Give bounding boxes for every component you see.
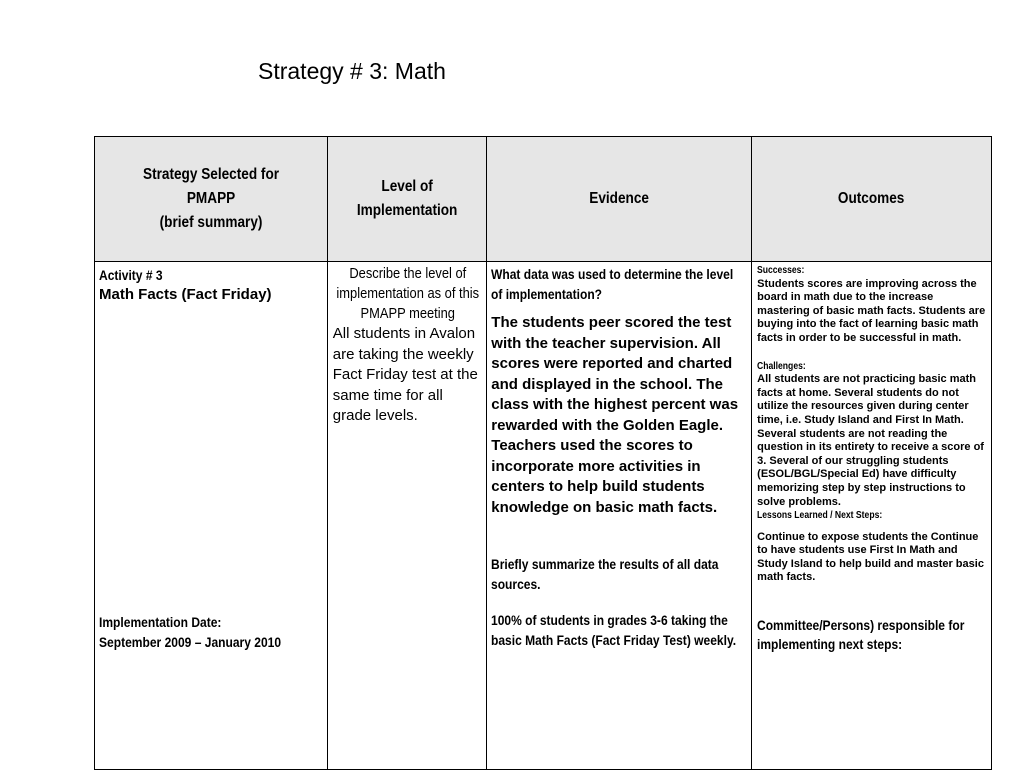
committee-label: Committee/Persons) responsible for implementing next steps: (757, 617, 965, 653)
strategy-cell (95, 262, 328, 770)
implementation-date-label: Implementation Date: (99, 614, 222, 630)
evidence-cell (487, 262, 752, 770)
level-text: All students in Avalon are taking the weekly Fact Friday test at the same time for all grade levels. (332, 325, 478, 424)
lessons-label: Lessons Learned / Next Steps: (757, 510, 883, 522)
evidence-question-data: What data was used to determine the level of implementation? (491, 266, 734, 302)
content-row (95, 262, 992, 770)
header-level-line1: Level of (381, 178, 433, 195)
header-strategy-line3: (brief summary) (159, 214, 263, 231)
header-strategy (95, 137, 328, 262)
challenges-label: Challenges: (757, 360, 806, 372)
successes-label: Successes: (757, 265, 805, 276)
page-title: Strategy # 3: Math (258, 58, 446, 84)
header-row (95, 137, 992, 262)
header-strategy-line1: Strategy Selected for (142, 166, 279, 183)
level-prompt: Describe the level of implementation as of this PMAPP meeting (336, 265, 479, 322)
successes-text: Students scores are improving across the board in math due to the increase mastering of basic math facts. Students are buying into the fact of learning basic math facts in order to be successful in math. (757, 277, 986, 344)
header-strategy-line2: PMAPP (186, 190, 236, 207)
lessons-text: Continue to expose students the Continue to have students use First In Math and Study Island to help build and master basic math facts. (757, 530, 984, 584)
header-evidence-label: Evidence (589, 190, 650, 207)
header-level (327, 137, 487, 262)
challenges-text: All students are not practicing basic math facts at home. Several students do not utilize the resources given during center time, i.e. Study Island and First In Math. Several students are not reading the question in its entirety to receive a score of 3. Several of our struggling students (ESOL/BGL/Special Ed) have difficulty memorizing step by step instructions to solve problems. (757, 373, 984, 508)
outcomes-cell (752, 262, 992, 770)
activity-number: Activity # 3 (99, 267, 163, 283)
header-level-line2: Implementation (356, 202, 458, 219)
header-outcomes-label: Outcomes (838, 190, 905, 207)
level-cell (327, 262, 487, 770)
evidence-answer-data: The students peer scored the test with the teacher supervision. All scores were reported and charted and displayed in the school. The class with the highest percent was rewarded with the Golden Eagle. Teachers used the scores to incorporate more activities in centers to help build students knowledge on basic math facts. (491, 314, 739, 516)
header-evidence (487, 137, 752, 262)
implementation-dates: September 2009 – January 2010 (99, 634, 282, 650)
header-outcomes (752, 137, 992, 262)
evidence-question-summary: Briefly summarize the results of all data sources. (491, 556, 719, 592)
strategy-table (94, 136, 992, 770)
activity-name: Math Facts (Fact Friday) (99, 286, 272, 303)
evidence-answer-summary: 100% of students in grades 3-6 taking the basic Math Facts (Fact Friday Test) weekly. (491, 612, 737, 648)
